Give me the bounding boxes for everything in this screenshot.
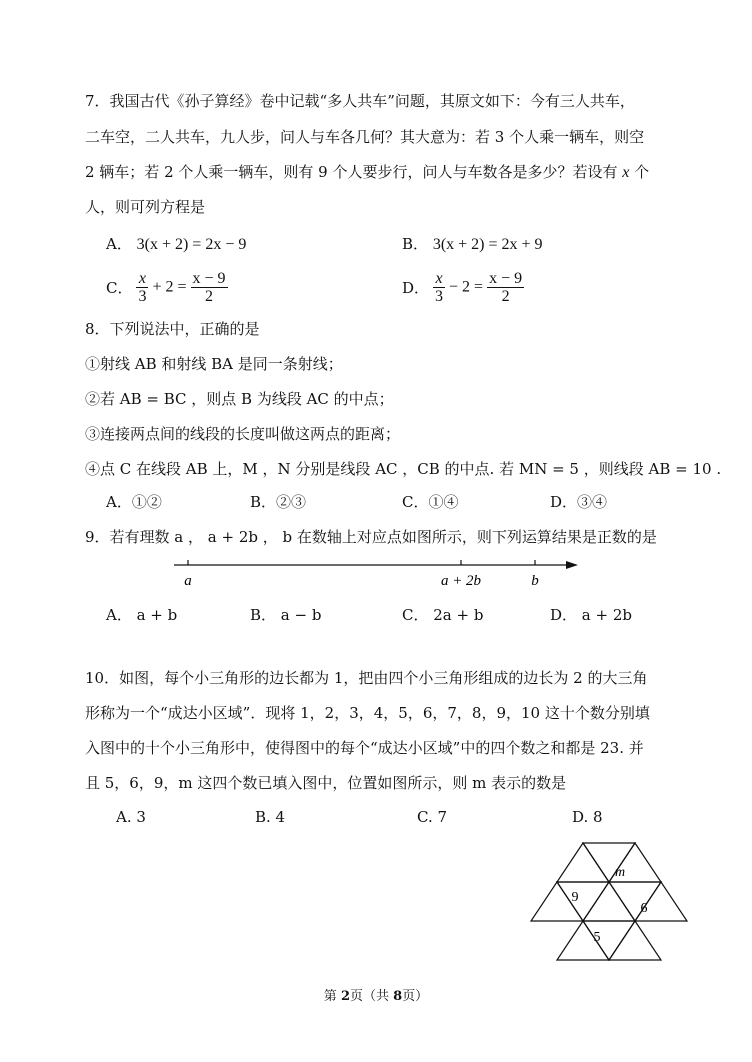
q9-option-b: B． a − b [250, 606, 322, 624]
triangle-bottom-1 [557, 921, 609, 960]
footer-post: 页） [402, 989, 429, 1004]
q7-option-c-frac-1 [136, 270, 148, 305]
q10-option-b: B. 4 [255, 808, 286, 826]
q7-option-d-frac-1 [433, 270, 445, 305]
q7-option-a [106, 233, 246, 254]
q7-option-d-num-2: x − 9 [489, 270, 523, 287]
axis-label-a: a [184, 573, 192, 589]
q10-option-a: A. 3 [116, 808, 146, 826]
number-line-arrow-icon [566, 561, 578, 569]
q7-line-4: 人，则可列方程是 [85, 198, 206, 216]
q10-option-c: C. 7 [417, 808, 448, 826]
axis-label-b: b [531, 573, 539, 589]
q9-stem: 9．若有理数 a ， a + 2b ， b 在数轴上对应点如图所示，则下列运算结果是正数的是 [85, 528, 657, 546]
figure-label-m: m [614, 865, 626, 880]
q10-line-1: 10．如图，每个小三角形的边长都为 1，把由四个小三角形组成的边长为 2 的大三角 [85, 669, 648, 687]
q7-option-d-den-1: 3 [435, 288, 444, 305]
q7-option-c-mid: + 2 = [148, 278, 191, 296]
q10-line-3: 入图中的十个小三角形中，使得图中的每个“成达小区域”中的四个数之和都是 23. 并 [85, 739, 644, 757]
q7-option-b-label: B． [402, 235, 429, 253]
q7-line-1: 7．我国古代《孙子算经》卷中记载“多人共车”问题，其原文如下：今有三人共车， [85, 92, 635, 110]
q7-line-3-text: 2 辆车；若 2 个人乘一辆车，则有 9 个人要步行，问人与车数各是多少？若设有 [85, 163, 618, 181]
triangle-bottom-2 [609, 921, 661, 960]
q8-statement-4: ④点 C 在线段 AB 上，M ，N 分别是线段 AC ，CB 的中点. 若 MN = 5 ，则线段 AB = 10 . [85, 460, 722, 478]
q7-option-d-den-2: 2 [501, 288, 510, 305]
q9-option-a: A． a + b [106, 606, 178, 624]
q7-option-d-mid: − 2 = [445, 278, 488, 296]
q8-stem: 8．下列说法中，正确的是 [85, 320, 260, 338]
footer-page-number: 2 [340, 989, 350, 1004]
q7-option-c-num-1: x [138, 270, 147, 287]
number-line-figure [170, 552, 590, 592]
q8-option-a: A．①② [106, 493, 162, 511]
q8-option-c: C．①④ [402, 493, 459, 511]
q7-option-c-num-2: x − 9 [192, 270, 226, 287]
q7-option-d-num-1: x [435, 270, 443, 287]
figure-label-5: 5 [593, 930, 601, 945]
triangle-grid-figure [527, 840, 697, 962]
figure-label-6: 6 [640, 901, 648, 916]
triangle-mid-inv-2 [609, 882, 661, 921]
triangle-mid-inv-1 [557, 882, 609, 921]
footer-total-pages: 8 [393, 989, 403, 1004]
footer-pre: 第 [323, 989, 341, 1004]
q7-line-3 [85, 161, 649, 182]
q7-option-c-frac-2 [191, 270, 228, 305]
triangle-mid-2 [583, 882, 635, 921]
q10-line-2: 形称为一个“成达小区域”．现将 1，2，3，4，5，6，7，8，9，10 这十个数分别填 [85, 704, 650, 722]
triangle-top-middle-inverted [583, 843, 635, 882]
q7-option-c [106, 270, 228, 305]
q7-option-d-frac-2 [487, 270, 524, 305]
q7-option-c-den-1: 3 [138, 288, 147, 305]
q9-option-d: D． a + 2b [550, 606, 632, 624]
q7-option-a-label: A． [106, 235, 132, 253]
triangle-top-left [557, 843, 609, 882]
axis-label-a-plus-2b: a + 2b [440, 573, 482, 589]
q7-option-c-label: C． [106, 279, 133, 297]
q7-line-2: 二车空，二人共车，九人步，问人与车各几何？其大意为：若 3 个人乘一辆车，则空 [85, 128, 645, 146]
page-footer [0, 985, 752, 1004]
q8-option-d: D．③④ [550, 493, 608, 511]
q8-statement-2: ②若 AB = BC ，则点 B 为线段 AC 的中点； [85, 390, 394, 408]
q10-line-4: 且 5，6，9，m 这四个数已填入图中，位置如图所示，则 m 表示的数是 [85, 774, 567, 792]
q7-option-d [402, 270, 524, 305]
triangle-bottom-inv [583, 921, 635, 960]
q7-var-x: x [622, 164, 630, 181]
q7-option-b-expr: 3(x + 2) = 2x + 9 [432, 236, 543, 253]
q7-option-b [402, 233, 543, 254]
q8-statement-3: ③连接两点间的线段的长度叫做这两点的距离； [85, 425, 401, 443]
q7-option-a-expr: 3(x + 2) = 2x − 9 [136, 236, 247, 253]
figure-label-9: 9 [571, 890, 579, 905]
q7-option-c-den-2: 2 [205, 288, 214, 305]
q8-option-b: B．②③ [250, 493, 307, 511]
q9-option-c: C． 2a + b [402, 606, 484, 624]
footer-mid: 页（共 [349, 989, 394, 1004]
q10-option-d: D. 8 [572, 808, 603, 826]
q7-option-d-label: D． [402, 279, 430, 297]
q8-statement-1: ①射线 AB 和射线 BA 是同一条射线； [85, 355, 343, 373]
q7-line-3-end: 个 [629, 163, 650, 181]
